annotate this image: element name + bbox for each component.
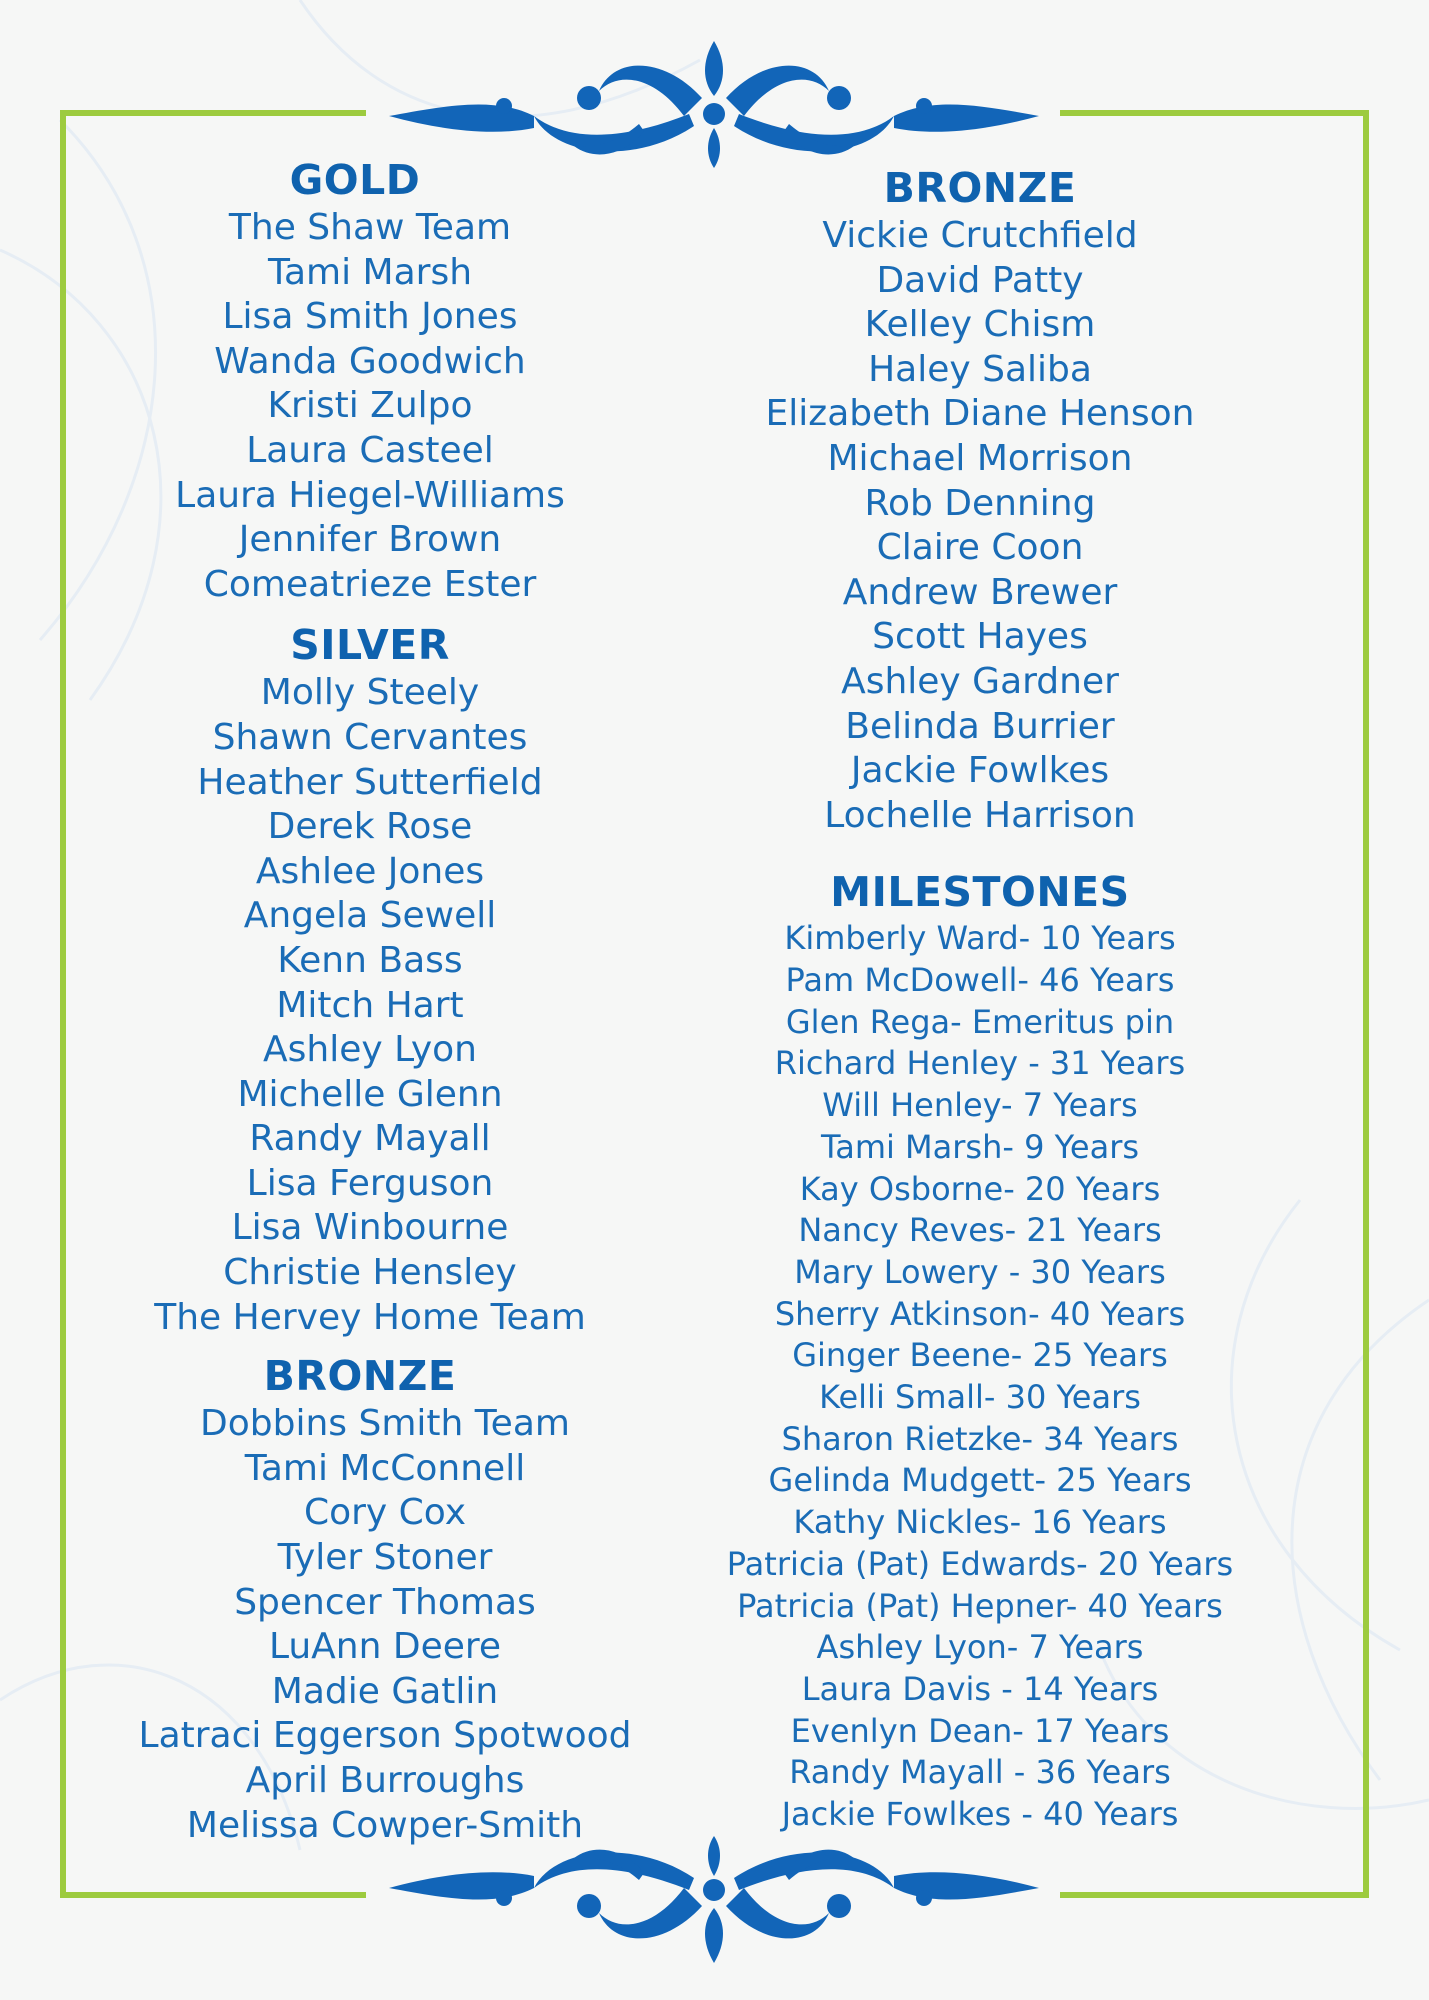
bronze-left-heading: BRONZE	[263, 1352, 457, 1401]
honoree-name: Andrew Brewer	[842, 571, 1118, 613]
honoree-name: Scott Hayes	[872, 616, 1088, 658]
honoree-name: Madie Gatlin	[271, 1670, 499, 1712]
frame-top-left-border	[60, 110, 366, 116]
honoree-name: Lisa Winbourne	[231, 1207, 509, 1249]
milestone-entry: Jackie Fowlkes - 40 Years	[781, 1795, 1179, 1834]
milestone-entry: Nancy Reves- 21 Years	[798, 1211, 1162, 1250]
honoree-name: Rob Denning	[864, 482, 1096, 524]
honoree-name: Tami McConnell	[244, 1447, 526, 1489]
honoree-name: Ashlee Jones	[255, 850, 485, 892]
bronze-right-names-list	[680, 214, 1280, 838]
honoree-name: Elizabeth Diane Henson	[765, 393, 1195, 435]
honoree-name: Mitch Hart	[276, 984, 464, 1026]
milestone-entry: Will Henley- 7 Years	[822, 1086, 1138, 1125]
honoree-name: Tyler Stoner	[277, 1537, 493, 1579]
honoree-name: Derek Rose	[267, 806, 473, 848]
milestone-entry: Glen Rega- Emeritus pin	[785, 1002, 1175, 1041]
milestone-entry: Mary Lowery - 30 Years	[794, 1252, 1166, 1291]
honoree-name: Michelle Glenn	[237, 1073, 503, 1115]
honoree-name: Jackie Fowlkes	[850, 750, 1110, 792]
milestones-list	[680, 918, 1280, 1835]
honoree-name: Ashley Lyon	[263, 1029, 477, 1071]
frame-bottom-left-border	[60, 1892, 366, 1898]
milestone-entry: Ashley Lyon- 7 Years	[816, 1628, 1144, 1667]
honoree-name: Kristi Zulpo	[267, 385, 473, 427]
honoree-name: Shawn Cervantes	[212, 716, 528, 758]
honoree-name: Wanda Goodwich	[214, 340, 526, 382]
milestone-entry: Sharon Rietzke- 34 Years	[781, 1419, 1179, 1458]
silver-heading: SILVER	[290, 621, 450, 670]
silver-names-list	[90, 671, 650, 1340]
honoree-name: Tami Marsh	[267, 251, 473, 293]
gold-names-list	[90, 206, 650, 607]
milestones-section	[680, 866, 1280, 1835]
honoree-name: Belinda Burrier	[845, 705, 1115, 747]
milestone-entry: Kay Osborne- 20 Years	[799, 1169, 1161, 1208]
bronze-left-section	[120, 1350, 650, 1848]
gold-section	[60, 154, 650, 607]
honoree-name: Michael Morrison	[827, 437, 1133, 479]
milestone-entry: Sherry Atkinson- 40 Years	[774, 1294, 1186, 1333]
honoree-name: The Hervey Home Team	[154, 1296, 586, 1338]
milestone-entry: Ginger Beene- 25 Years	[792, 1336, 1168, 1375]
silver-section	[90, 619, 650, 1340]
milestones-heading: MILESTONES	[830, 868, 1130, 917]
milestone-entry: Patricia (Pat) Edwards- 20 Years	[726, 1544, 1234, 1583]
honoree-name: Dobbins Smith Team	[200, 1403, 570, 1445]
bronze-right-heading: BRONZE	[883, 164, 1077, 212]
honoree-name: Latraci Eggerson Spotwood	[138, 1715, 632, 1757]
honoree-name: Molly Steely	[260, 672, 480, 714]
honoree-name: Jennifer Brown	[238, 519, 502, 561]
frame-bottom-right-border	[1060, 1892, 1369, 1898]
milestone-entry: Gelinda Mudgett- 25 Years	[768, 1461, 1192, 1500]
bottom-flourish-ornament-icon	[384, 1828, 1044, 1968]
honoree-name: April Burroughs	[245, 1760, 525, 1801]
honoree-name: Lisa Smith Jones	[222, 296, 518, 338]
bronze-left-names-list	[120, 1402, 650, 1848]
honoree-name: Lochelle Harrison	[824, 794, 1136, 836]
milestone-entry: Kelli Small- 30 Years	[819, 1378, 1141, 1417]
honoree-name: Vickie Crutchfield	[822, 215, 1138, 256]
honoree-name: Randy Mayall	[249, 1118, 491, 1160]
frame-right-border	[1363, 110, 1369, 1898]
gold-heading: GOLD	[289, 156, 421, 204]
milestone-entry: Pam McDowell- 46 Years	[785, 961, 1175, 1000]
honoree-name: Spencer Thomas	[234, 1581, 536, 1623]
honoree-name: Lisa Ferguson	[246, 1162, 494, 1204]
honoree-name: David Patty	[876, 259, 1084, 301]
frame-top-right-border	[1060, 110, 1369, 116]
bronze-right-section	[680, 162, 1280, 838]
milestone-entry: Laura Davis - 14 Years	[801, 1669, 1159, 1708]
milestone-entry: Kimberly Ward- 10 Years	[784, 919, 1176, 958]
right-column	[680, 162, 1280, 1836]
honoree-name: Laura Hiegel-Williams	[175, 474, 565, 516]
honoree-name: Cory Cox	[303, 1492, 467, 1534]
milestone-entry: Evenlyn Dean- 17 Years	[790, 1711, 1170, 1750]
honoree-name: LuAnn Deere	[268, 1626, 502, 1668]
milestone-entry: Patricia (Pat) Hepner- 40 Years	[737, 1586, 1223, 1625]
milestone-entry: Richard Henley - 31 Years	[774, 1044, 1186, 1083]
milestone-entry: Randy Mayall - 36 Years	[789, 1753, 1171, 1792]
honoree-name: Heather Sutterfield	[197, 761, 543, 803]
honoree-name: Comeatrieze Ester	[203, 563, 537, 605]
honoree-name: Kelley Chism	[864, 304, 1096, 346]
honoree-name: Laura Casteel	[246, 429, 494, 471]
honoree-name: The Shaw Team	[228, 207, 512, 248]
honoree-name: Haley Saliba	[868, 348, 1092, 390]
milestone-entry: Tami Marsh- 9 Years	[820, 1127, 1140, 1166]
milestone-entry: Kathy Nickles- 16 Years	[793, 1503, 1167, 1542]
honoree-name: Ashley Gardner	[841, 660, 1119, 702]
honoree-name: Melissa Cowper-Smith	[186, 1804, 584, 1846]
left-column	[90, 154, 650, 1848]
honoree-name: Christie Hensley	[223, 1252, 517, 1294]
honoree-name: Angela Sewell	[243, 895, 497, 937]
honoree-name: Claire Coon	[876, 527, 1084, 569]
honoree-name: Kenn Bass	[277, 939, 463, 981]
